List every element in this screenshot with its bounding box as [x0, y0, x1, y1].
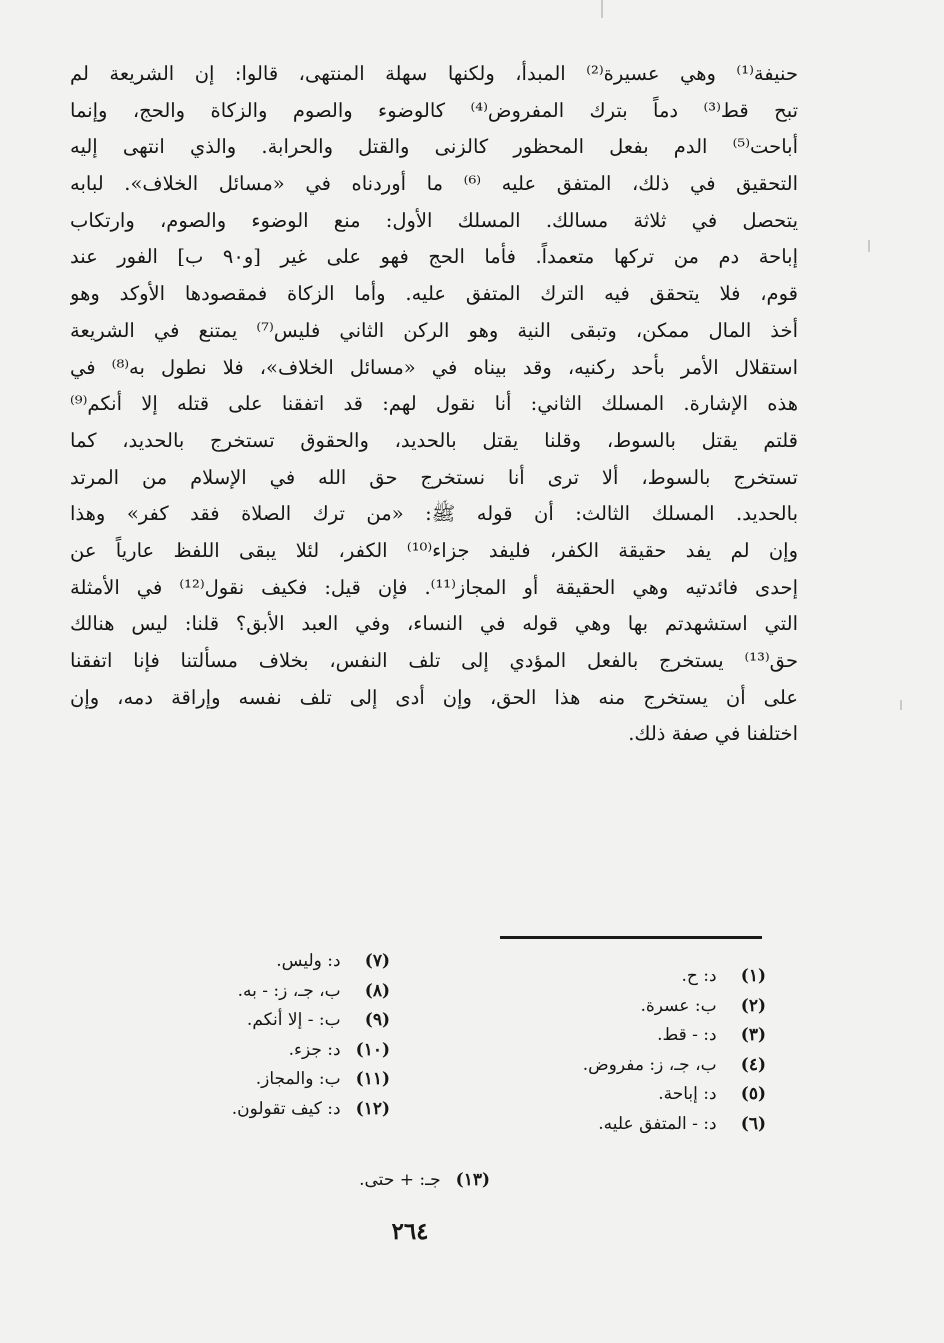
footnote-number: (٧)	[364, 951, 390, 971]
scan-artifact	[601, 0, 603, 18]
footnote-number: (٨)	[364, 980, 390, 1001]
text-line: تستخرج بالسوط، ألا ترى أنا نستخرج حق الله في الإسلام من المرتد	[70, 465, 798, 489]
text-line: بالحديد. المسلك الثالث: أن قوله ﷺ: «من ترك الصلاة فقد كفر» وهذا	[70, 502, 798, 526]
text-line: وإن لم يفد حقيقة الكفر، فليفد جزاء⁽¹⁰⁾ الكفر، لئلا يبقى اللفظ عارياً عن	[70, 538, 798, 562]
footnote-text: ب: - إلا أنكم.	[246, 1010, 341, 1030]
scan-artifact	[868, 240, 870, 252]
text-line: إحدى فائدتيه وهي الحقيقة أو المجاز⁽¹¹⁾. فإن قيل: فكيف نقول⁽¹²⁾ في الأمثلة	[70, 575, 798, 599]
footnote-number: (٤)	[740, 1054, 766, 1075]
footnote-number: (١٠)	[355, 1039, 390, 1060]
footnote	[150, 977, 390, 1007]
scan-artifact	[900, 700, 902, 710]
footnote-text: د: جزء.	[288, 1039, 341, 1060]
text-line: حنيفة⁽¹⁾ وهي عسيرة⁽²⁾ المبدأ، ولكنها سهلة المنتهى، قالوا: إن الشريعة لم	[70, 62, 798, 85]
footnote-text: د: - قط.	[657, 1025, 717, 1045]
footnote-number: (١١)	[355, 1069, 390, 1089]
footnote-text: د: ح.	[681, 966, 717, 986]
footnote-text: د: - المتفق عليه.	[598, 1113, 717, 1134]
footnote-number: (٥)	[740, 1084, 766, 1104]
footnote-text: د: إباحة.	[658, 1084, 717, 1104]
page-number: ٢٦٤	[391, 1218, 429, 1245]
footnote-text: جـ: + حتى.	[359, 1170, 441, 1190]
footnote-number: (٩)	[364, 1010, 390, 1030]
footnote	[470, 962, 766, 992]
footnote-text: ب: عسرة.	[640, 995, 717, 1016]
footnote-number: (١٣)	[455, 1170, 490, 1190]
footnote	[150, 1095, 390, 1125]
footnotes-right-column	[470, 962, 766, 1139]
text-line: إباحة دم من تركها متعمداً. فأما الحج فهو على غير [و٩٠ ب] الفور عند	[70, 245, 798, 269]
footnote	[470, 1021, 766, 1051]
footnote-text: ب، جـ، ز: - به.	[237, 980, 341, 1001]
footnote	[150, 1036, 390, 1066]
footnote-number: (٦)	[740, 1113, 766, 1134]
footnote-number: (٢)	[740, 995, 766, 1016]
text-line: تبح قط⁽³⁾ دماً بترك المفروض⁽⁴⁾ كالوضوء والصوم والزكاة والحج، وإنما	[70, 98, 798, 122]
footnote	[300, 1166, 490, 1196]
text-line: التحقيق في ذلك، المتفق عليه ⁽⁶⁾ ما أوردناه في «مسائل الخلاف». لبابه	[70, 172, 798, 196]
text-line: هذه الإشارة. المسلك الثاني: أنا نقول لهم: قد اتفقنا على قتله إلا أنكم⁽⁹⁾	[70, 392, 798, 416]
text-line: أخذ المال ممكن، وتبقى النية وهو الركن الثاني فليس⁽⁷⁾ يمتنع في الشريعة	[70, 318, 798, 342]
footnote	[470, 1051, 766, 1081]
text-line: قوم، فلا يتحقق فيه الترك المتفق عليه. وأما الزكاة فمقصودها الأوكد وهو	[70, 282, 798, 306]
footnote	[150, 1065, 390, 1095]
footnote-text: ب، جـ، ز: مفروض.	[582, 1054, 717, 1075]
footnote-text: د: وليس.	[276, 951, 341, 971]
text-line: التي استشهدتم بها وهي قوله في النساء، وفي العبد الأبق؟ قلنا: ليس هنالك	[70, 612, 798, 636]
footnote	[470, 1110, 766, 1140]
main-text-body	[70, 56, 798, 753]
footnote-number: (١٢)	[355, 1098, 390, 1119]
footnote	[150, 1006, 390, 1036]
text-line: يتحصل في ثلاثة مسالك. المسلك الأول: منع الوضوء والصوم، وارتكاب	[70, 208, 798, 232]
footnote	[470, 992, 766, 1022]
text-line: قلتم يقتل بالسوط، وقلنا يقتل بالحديد، والحقوق تستخرج بالحديد، كما	[70, 428, 798, 452]
footnote-number: (١)	[740, 966, 766, 986]
text-line: على أن يستخرج منه هذا الحق، وإن أدى إلى تلف نفسه وإراقة دمه، وإن	[70, 685, 798, 709]
footnote-number: (٣)	[740, 1025, 766, 1045]
footnote-divider	[500, 936, 762, 939]
text-line: حق⁽¹³⁾ يستخرج بالفعل المؤدي إلى تلف النفس، بخلاف مسألتنا فإنا اتفقنا	[70, 649, 798, 672]
footnote-text: د: كيف تقولون.	[231, 1098, 341, 1119]
footnote	[150, 947, 390, 977]
footnote-text: ب: والمجاز.	[255, 1069, 341, 1089]
text-line: أباحت⁽⁵⁾ الدم بفعل المحظور كالزنى والقتل والحرابة. والذي انتهى إليه	[70, 135, 798, 159]
footnote	[470, 1080, 766, 1110]
text-line: اختلفنا في صفة ذلك.	[628, 722, 798, 746]
footnotes-left-column	[150, 947, 390, 1124]
text-line: استقلال الأمر بأحد ركنيه، وقد بيناه في «مسائل الخلاف»، فلا نطول به⁽⁸⁾ في	[70, 355, 798, 379]
